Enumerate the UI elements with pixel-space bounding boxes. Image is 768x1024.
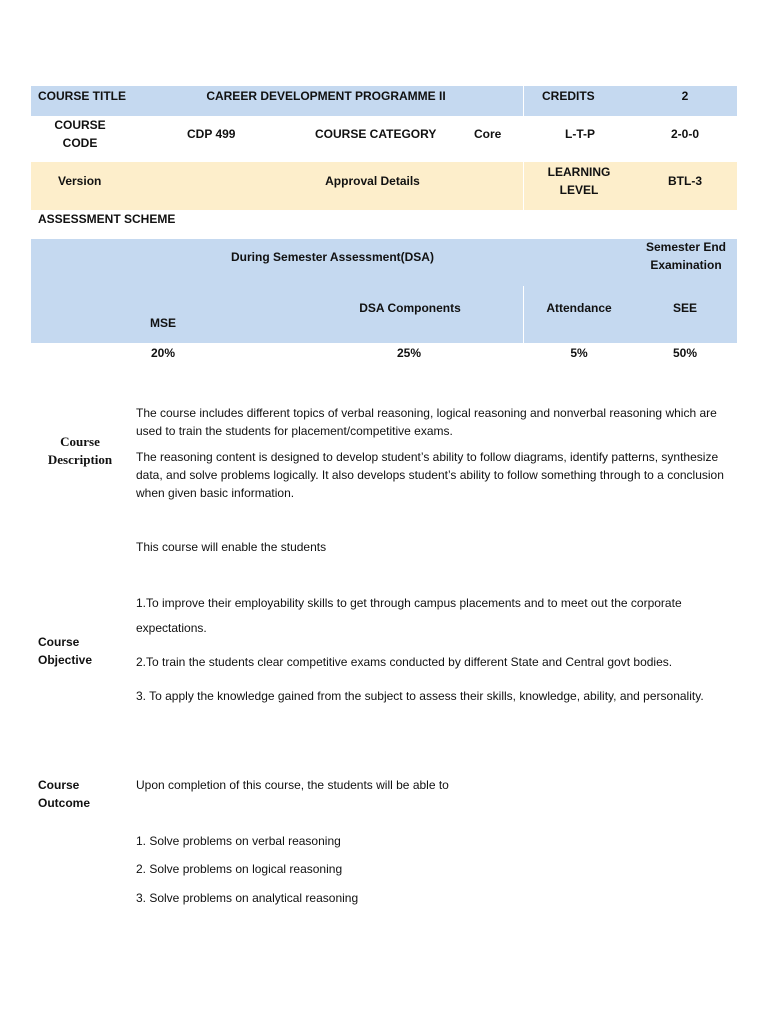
see-column-header: SEE xyxy=(672,301,697,315)
dsa-components-value: 25% xyxy=(396,346,422,360)
course-category-label: COURSE CATEGORY xyxy=(315,127,437,141)
outcome-intro: Upon completion of this course, the students will be able to xyxy=(136,778,449,792)
attendance-value: 5% xyxy=(570,346,588,360)
see-header xyxy=(636,238,736,274)
course-category-value: Core xyxy=(474,127,502,141)
assessment-scheme-heading: ASSESSMENT SCHEME xyxy=(38,212,176,226)
course-code-label-line2: CODE xyxy=(62,136,98,150)
course-objective-label-line2: Objective xyxy=(38,653,93,667)
learning-level-line1: LEARNING xyxy=(547,165,611,179)
ltp-value: 2-0-0 xyxy=(670,127,699,141)
mse-value: 20% xyxy=(150,346,176,360)
course-code-label-line1: COURSE xyxy=(54,118,106,132)
course-code-value: CDP 499 xyxy=(187,127,236,141)
divider xyxy=(523,286,524,343)
course-description-label xyxy=(38,433,122,469)
course-title-value: CAREER DEVELOPMENT PROGRAMME II xyxy=(206,89,446,103)
see-header-line1: Semester End xyxy=(645,240,727,254)
approval-details-label: Approval Details xyxy=(325,174,420,188)
ltp-label: L-T-P xyxy=(565,127,595,141)
see-header-line2: Examination xyxy=(650,258,722,272)
course-description-para2: The reasoning content is designed to develop student’s ability to follow diagrams, identify patterns, synthesize data, and solve problems logically. It also develops student’s ability to follow something through to a conclusion when given basic information. xyxy=(136,450,724,500)
see-value: 50% xyxy=(672,346,698,360)
version-label: Version xyxy=(58,174,102,188)
course-description-label-line2: Description xyxy=(47,452,113,467)
course-description-label-line1: Course xyxy=(60,434,100,449)
dsa-components-column-header: DSA Components xyxy=(359,301,461,315)
learning-level-value: BTL-3 xyxy=(668,174,702,188)
course-outcome-label-line2: Outcome xyxy=(38,796,91,810)
attendance-column-header: Attendance xyxy=(546,301,612,315)
course-code-label xyxy=(40,116,120,152)
credits-label: CREDITS xyxy=(542,89,595,103)
objective-intro: This course will enable the students xyxy=(136,540,327,554)
course-outcome-label xyxy=(38,776,90,812)
course-objective-label-line1: Course xyxy=(38,635,80,649)
credits-value: 2 xyxy=(681,89,689,103)
course-description-para1: The course includes different topics of verbal reasoning, logical reasoning and nonverbal reasoning which are used to train the students for placement/competitive exams. xyxy=(136,406,717,438)
objective-item-3: 3. To apply the knowledge gained from the subject to assess their skills, knowledge, ability, and personality. xyxy=(136,689,704,703)
objective-item-1: 1.To improve their employability skills to get through campus placements and to meet out the corporate expectations. xyxy=(136,596,682,635)
dsa-header: During Semester Assessment(DSA) xyxy=(231,250,434,264)
course-title-label: COURSE TITLE xyxy=(38,89,127,103)
course-objective-label xyxy=(38,633,92,669)
outcome-item-1: 1. Solve problems on verbal reasoning xyxy=(136,834,341,848)
divider xyxy=(523,86,524,116)
learning-level-line2: LEVEL xyxy=(559,183,599,197)
course-outcome-label-line1: Course xyxy=(38,778,80,792)
learning-level-label xyxy=(540,163,618,199)
divider xyxy=(523,162,524,210)
mse-column-header: MSE xyxy=(150,316,177,330)
outcome-item-2: 2. Solve problems on logical reasoning xyxy=(136,862,343,876)
objective-item-2: 2.To train the students clear competitive exams conducted by different State and Central govt bodies. xyxy=(136,655,673,669)
outcome-item-3: 3. Solve problems on analytical reasoning xyxy=(136,891,359,905)
